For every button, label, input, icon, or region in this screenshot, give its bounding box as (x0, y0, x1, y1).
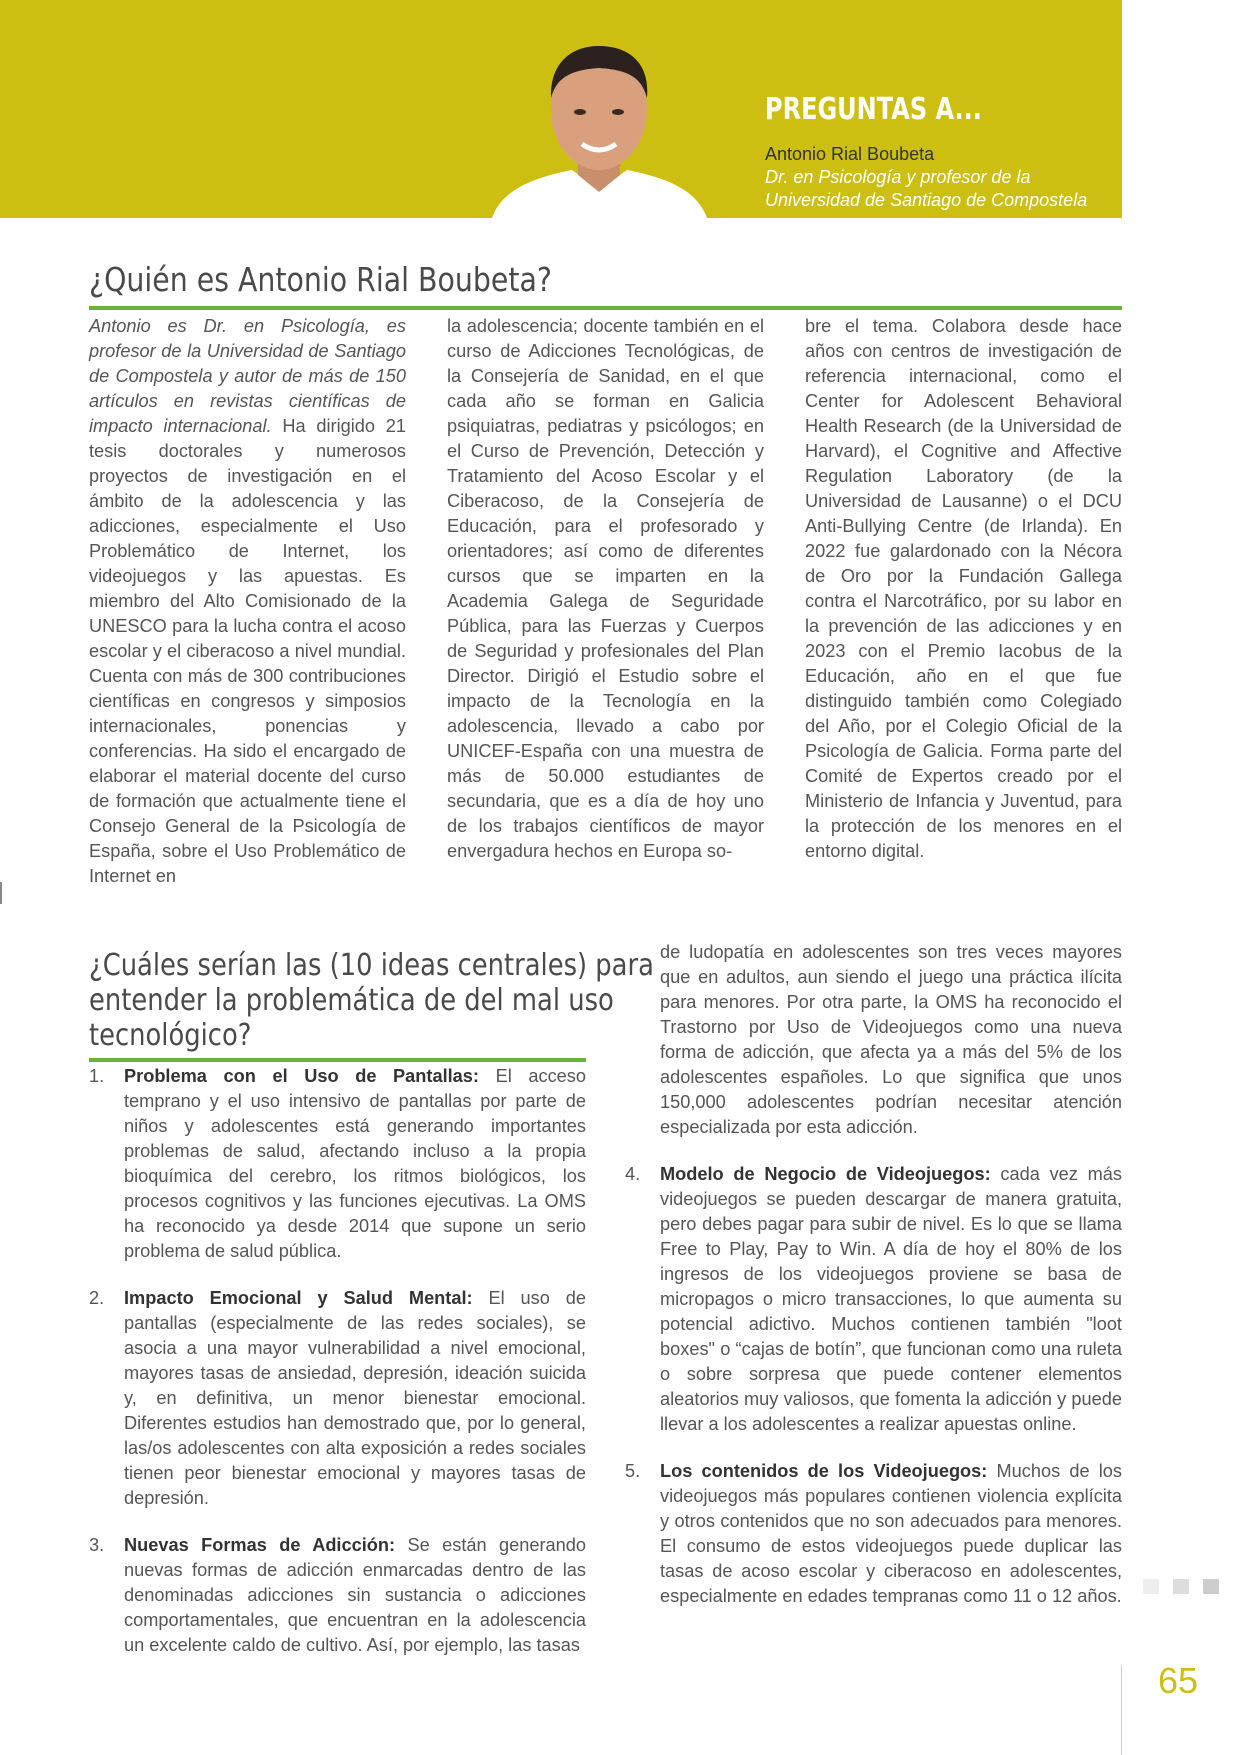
page-number: 65 (1158, 1660, 1199, 1701)
header-title: PREGUNTAS A... (765, 92, 982, 127)
section2-title-line-2: entender la problemática de del mal uso (89, 983, 614, 1018)
section2-title-line-1: ¿Cuáles serían las (10 ideas centrales) para (89, 948, 654, 983)
item-number: 2. (89, 1288, 105, 1308)
item-number: 3. (89, 1535, 105, 1555)
list-item (89, 1064, 586, 1264)
author-role (765, 166, 1087, 212)
list-item (625, 1459, 1122, 1609)
item-text: de ludopatía en adolescentes son tres veces mayores que en adultos, aun siendo el juego una práctica ilícita para menores. Por otra parte, la OMS ha reconocido el Trastorno por Uso de Videojuegos como una nueva forma de adicción, que afecta ya a más del 5% de los adolescentes españoles. Lo que significa que unos 150,000 adolescentes podrían necesitar atención especializada por esta adicción. (660, 942, 1122, 1137)
item-lead: Nuevas Formas de Adicción: (124, 1535, 396, 1555)
decor-square-1 (1143, 1579, 1159, 1594)
item-number: 4. (625, 1164, 641, 1184)
author-role-line-1: Dr. en Psicología y profesor de la (765, 167, 1031, 187)
section2-title-line-3: tecnológico? (89, 1018, 252, 1053)
item-lead: Los contenidos de los Videojuegos: (660, 1461, 988, 1481)
item-number: 5. (625, 1461, 641, 1481)
ideas-list-right (625, 940, 1122, 1609)
author-portrait (492, 40, 707, 218)
footer-divider (1121, 1665, 1122, 1755)
bio-text-1: Ha dirigido 21 tesis doctorales y numerosos proyectos de investigación en el ámbito de la adolescencia y las adicciones, especialmente el Uso Problemático de Internet, los videojuegos y las apuestas. Es miembro del Alto Comisionado de la UNESCO para la lucha contra el acoso escolar y el ciberacoso a nivel mundial. Cuenta con más de 300 contribuciones científicas en congresos y simposios internacionales, ponencias y conferencias. Ha sido el encargado de elaborar el material docente del curso de formación que actualmente tiene el Consejo General de la Psicología de España, sobre el Uso Problemático de Internet en (89, 416, 407, 886)
item-lead: Modelo de Negocio de Videojuegos: (660, 1164, 991, 1184)
list-item-continued (625, 940, 1122, 1140)
author-name: Antonio Rial Boubeta (765, 144, 935, 164)
section2-title (89, 948, 654, 1053)
bio-column-2: la adolescencia; docente también en el curso de Adicciones Tecnológicas, de la Consejería de Sanidad, en el que cada año se forman en Galicia psiquiatras, pediatras y psicólogos; en el Curso de Prevención, Detección y Tratamiento del Acoso Escolar y el Ciberacoso, de la Consejería de Educación, para el profesorado y orientadores; así como de diferentes cursos que se imparten en la Academia Galega de Seguridade Pública, para las Fuerzas y Cuerpos de Seguridad y profesionales del Plan Director. Dirigió el Estudio sobre el impacto de la Tecnología en la adolescencia, llevado a cabo por UNICEF-España con una muestra de más de 50.000 estudiantes de secundaria, que es a día de hoy uno de los trabajos científicos de mayor envergadura hechos en Europa so- (447, 316, 764, 861)
item-text: Se están generando nuevas formas de adicción enmarcadas dentro de las denominadas adicciones sin sustancia o adicciones comportamentales, que encuentran en la adolescencia un excelente caldo de cultivo. Así, por ejemplo, las tasas (124, 1535, 586, 1655)
bio-intro: Antonio es Dr. en Psicología, es profesor de la Universidad de Santiago de Compostela y autor de más de 150 artículos en revistas científicas de impacto internacional. (89, 316, 406, 436)
item-text: El uso de pantallas (especialmente de las redes sociales), se asocia a una mayor vulnerabilidad a nivel emocional, mayores tasas de ansiedad, depresión, ideación suicida y, en definitiva, un menor bienestar emocional. Diferentes estudios han demostrado que, por lo general, las/os adolescentes con alta exposición a redes sociales tienen peor bienestar emocional y mayores tasas de depresión. (124, 1288, 586, 1508)
item-lead: Impacto Emocional y Salud Mental: (124, 1288, 473, 1308)
item-text: cada vez más videojuegos se pueden descargar de manera gratuita, pero debes pagar para subir de nivel. Es lo que se llama Free to Play, Pay to Win. A día de hoy el 80% de los ingresos de los videojuegos proviene se basa de micropagos o micro transacciones, lo que aumenta su potencial adictivo. Muchos contienen también "loot boxes" o “cajas de botín”, que funcionan como una ruleta o sobre sorpresa que puede contener elementos aleatorios muy valiosos, que fomenta la adicción y puede llevar a los adolescentes a realizar apuestas online. (660, 1164, 1122, 1434)
decor-square-2 (1173, 1579, 1189, 1594)
item-text: Muchos de los videojuegos más populares contienen violencia explícita y otros contenidos que no son adecuados para menores. El consumo de estos videojuegos puede duplicar las tasas de acoso escolar y ciberacoso en adolescentes, especialmente en edades tempranas como 11 o 12 años. (660, 1461, 1122, 1606)
ideas-list-left (89, 1064, 586, 1658)
section1-rule (89, 306, 1122, 310)
item-number: 1. (89, 1066, 105, 1086)
list-item (625, 1162, 1122, 1437)
decor-square-3 (1203, 1579, 1219, 1594)
list-item (89, 1533, 586, 1658)
bio-column-3: bre el tema. Colabora desde hace años con centros de investigación de referencia internacional, como el Center for Adolescent Behavioral Health Research (de la Universidad de Harvard), el Cognitive and Affective Regulation Laboratory (de la Universidad de Lausanne) o el DCU Anti-Bullying Centre (de Irlanda). En 2022 fue galardonado con la Nécora de Oro por la Fundación Gallega contra el Narcotráfico, por su labor en la prevención de las adicciones y en 2023 con el Premio Iacobus de la Educación, año en el que fue distinguido también como Colegiado del Año, por el Colegio Oficial de la Psicología de Galicia. Forma parte del Comité de Expertos creado por el Ministerio de Infancia y Juventud, para la protección de los menores en el entorno digital. (805, 316, 1122, 861)
list-item (89, 1286, 586, 1511)
item-lead: Problema con el Uso de Pantallas: (124, 1066, 479, 1086)
bio-column-1 (89, 314, 406, 889)
author-role-line-2: Universidad de Santiago de Compostela (765, 190, 1088, 210)
item-text: El acceso temprano y el uso intensivo de pantallas por parte de niños y adolescentes está generando importantes problemas de salud, afectando incluso a la propia bioquímica del cerebro, los ritmos biológicos, los procesos cognitivos y las funciones ejecutivas. La OMS ha reconocido ya desde 2014 que supone un serio problema de salud pública. (124, 1066, 586, 1261)
margin-mark (0, 882, 2, 904)
section2-rule (89, 1058, 586, 1062)
section1-title: ¿Quién es Antonio Rial Boubeta? (89, 260, 552, 299)
